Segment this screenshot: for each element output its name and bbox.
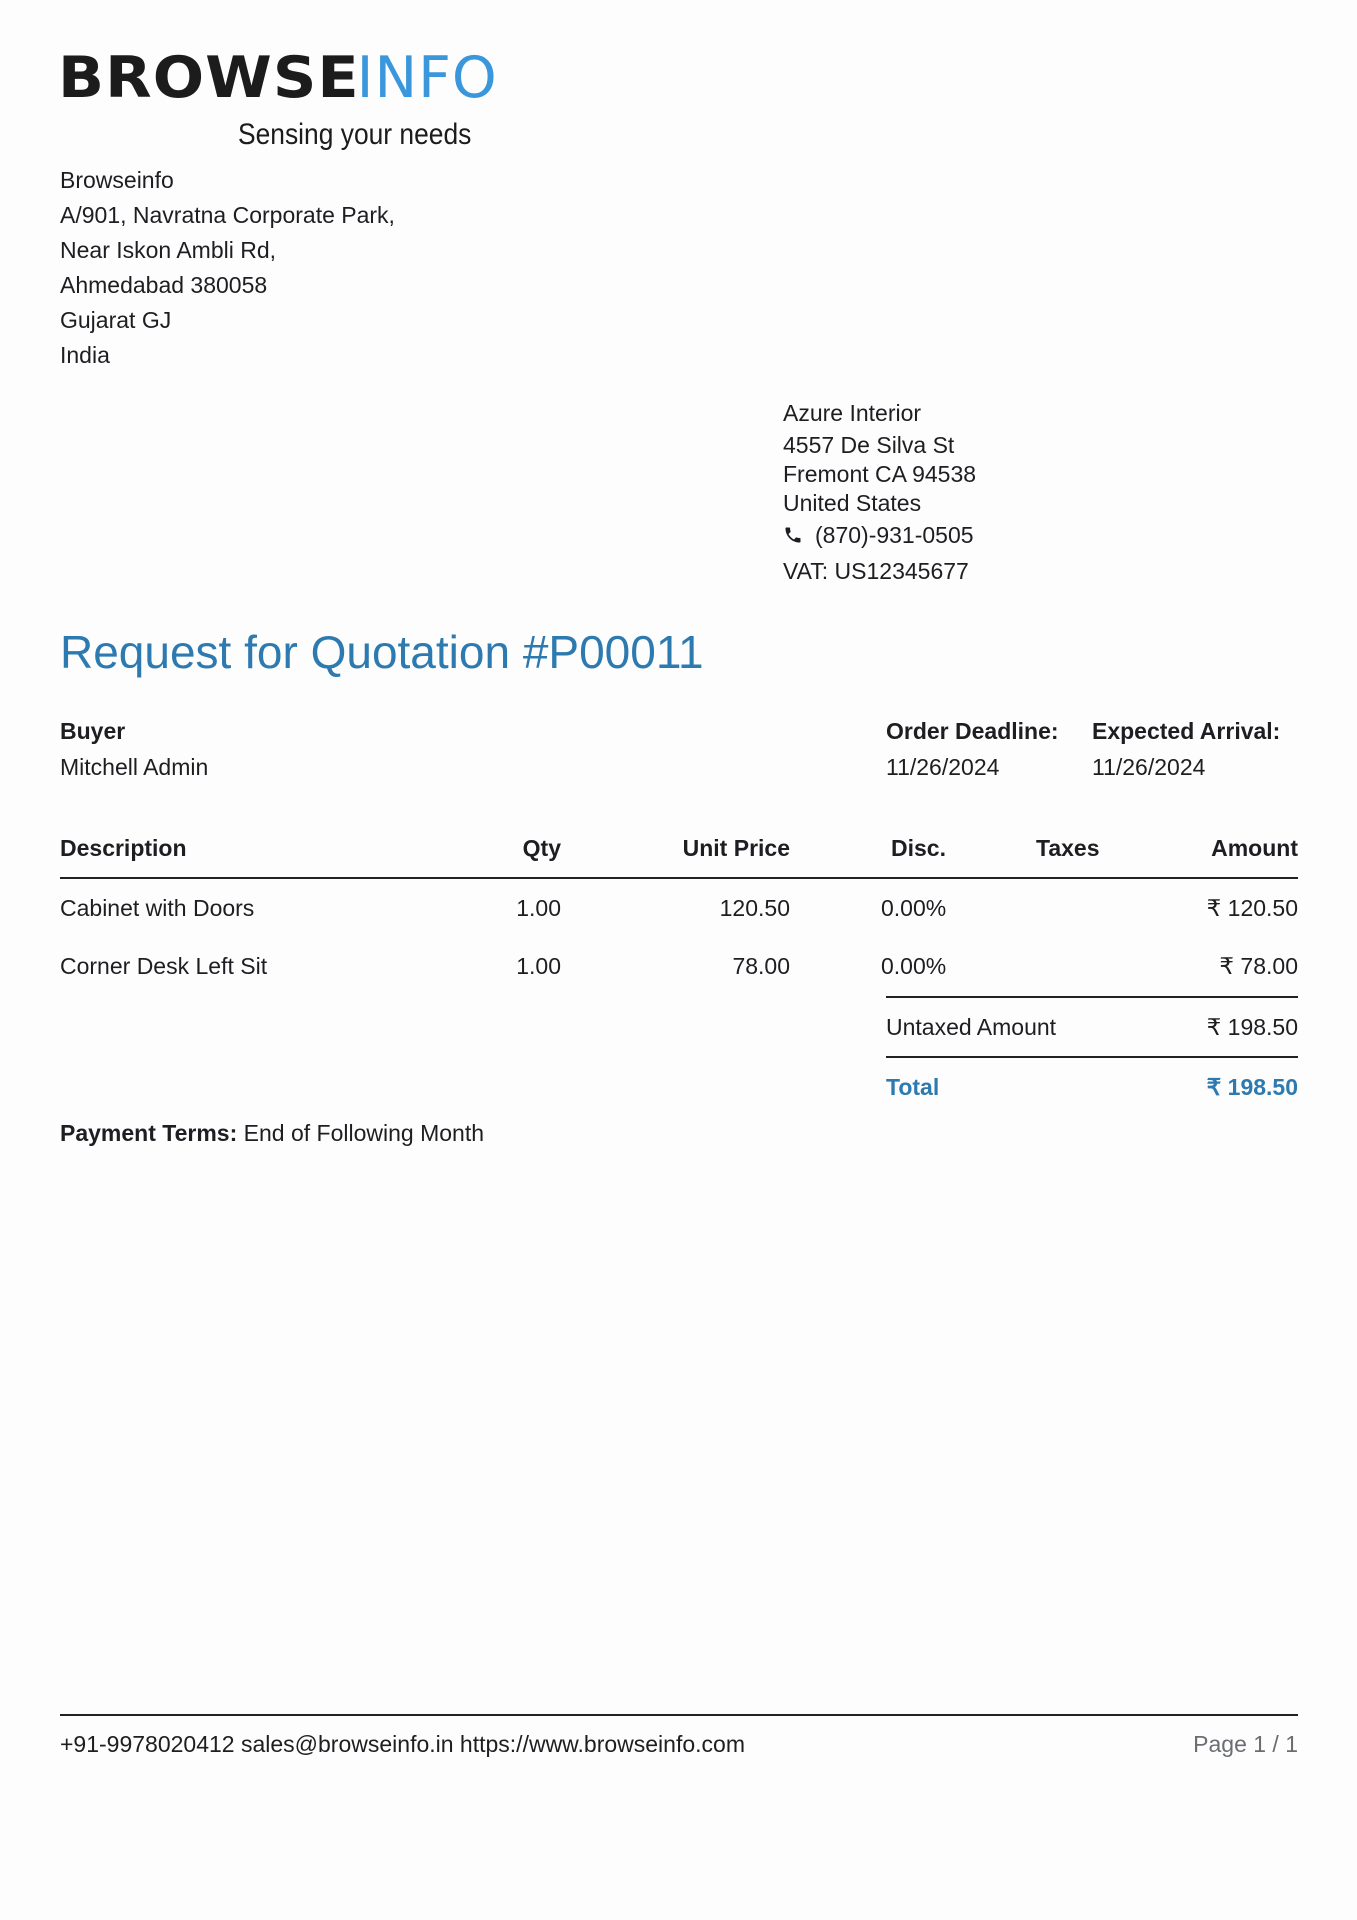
logo-tagline: Sensing your needs xyxy=(238,118,472,151)
header-unit-price: Unit Price xyxy=(682,835,790,861)
header-taxes: Taxes xyxy=(1036,835,1100,861)
header-qty: Qty xyxy=(522,835,561,861)
company-address-line: Gujarat GJ xyxy=(60,307,172,333)
row-disc: 0.00% xyxy=(881,895,947,921)
row-description: Corner Desk Left Sit xyxy=(60,953,268,979)
page-number: Page 1 / 1 xyxy=(1193,1731,1298,1757)
payment-terms-value: End of Following Month xyxy=(243,1120,485,1146)
untaxed-amount-value: ₹ 198.50 xyxy=(1206,1014,1298,1040)
order-deadline-label: Order Deadline: xyxy=(886,718,1059,744)
partner-phone-row xyxy=(783,521,974,549)
totals-divider xyxy=(886,996,1298,998)
expected-arrival-value: 11/26/2024 xyxy=(1092,754,1206,780)
footer-contact: +91-9978020412 sales@browseinfo.in https://www.browseinfo.com xyxy=(60,1731,745,1757)
company-address-line: India xyxy=(60,342,110,368)
footer-divider xyxy=(60,1714,1298,1716)
logo-brand-blue: INFO xyxy=(356,45,498,111)
payment-terms-label: Payment Terms: xyxy=(60,1120,238,1146)
company-address-line: Browseinfo xyxy=(60,167,174,193)
company-address-line: A/901, Navratna Corporate Park, xyxy=(60,202,395,228)
row-qty: 1.00 xyxy=(516,953,561,979)
total-label: Total xyxy=(886,1074,940,1100)
total-divider xyxy=(886,1056,1298,1058)
payment-terms xyxy=(60,1119,484,1147)
row-unit-price: 120.50 xyxy=(719,895,790,921)
company-address-line: Ahmedabad 380058 xyxy=(60,272,268,298)
partner-country: United States xyxy=(783,490,922,516)
phone-icon xyxy=(783,525,803,545)
buyer-label: Buyer xyxy=(60,718,126,744)
partner-street: 4557 De Silva St xyxy=(783,432,955,458)
partner-phone: (870)-931-0505 xyxy=(815,522,974,548)
row-disc: 0.00% xyxy=(881,953,947,979)
row-amount: ₹ 120.50 xyxy=(1206,895,1298,921)
company-logo xyxy=(58,45,498,111)
partner-city: Fremont CA 94538 xyxy=(783,461,977,487)
partner-vat: VAT: US12345677 xyxy=(783,558,969,584)
header-amount: Amount xyxy=(1211,835,1298,861)
page-title: Request for Quotation #P00011 xyxy=(60,626,704,678)
partner-name: Azure Interior xyxy=(783,400,922,426)
logo-brand-dark: BROWSE xyxy=(58,45,360,111)
total-value: ₹ 198.50 xyxy=(1206,1074,1298,1100)
header-description: Description xyxy=(60,835,187,861)
company-address-line: Near Iskon Ambli Rd, xyxy=(60,237,277,263)
order-deadline-value: 11/26/2024 xyxy=(886,754,1000,780)
expected-arrival-label: Expected Arrival: xyxy=(1092,718,1281,744)
row-description: Cabinet with Doors xyxy=(60,895,255,921)
row-qty: 1.00 xyxy=(516,895,561,921)
row-amount: ₹ 78.00 xyxy=(1219,953,1298,979)
row-unit-price: 78.00 xyxy=(732,953,790,979)
table-header-divider xyxy=(60,877,1298,879)
untaxed-amount-label: Untaxed Amount xyxy=(886,1014,1057,1040)
header-disc: Disc. xyxy=(891,835,946,861)
buyer-value: Mitchell Admin xyxy=(60,754,209,780)
